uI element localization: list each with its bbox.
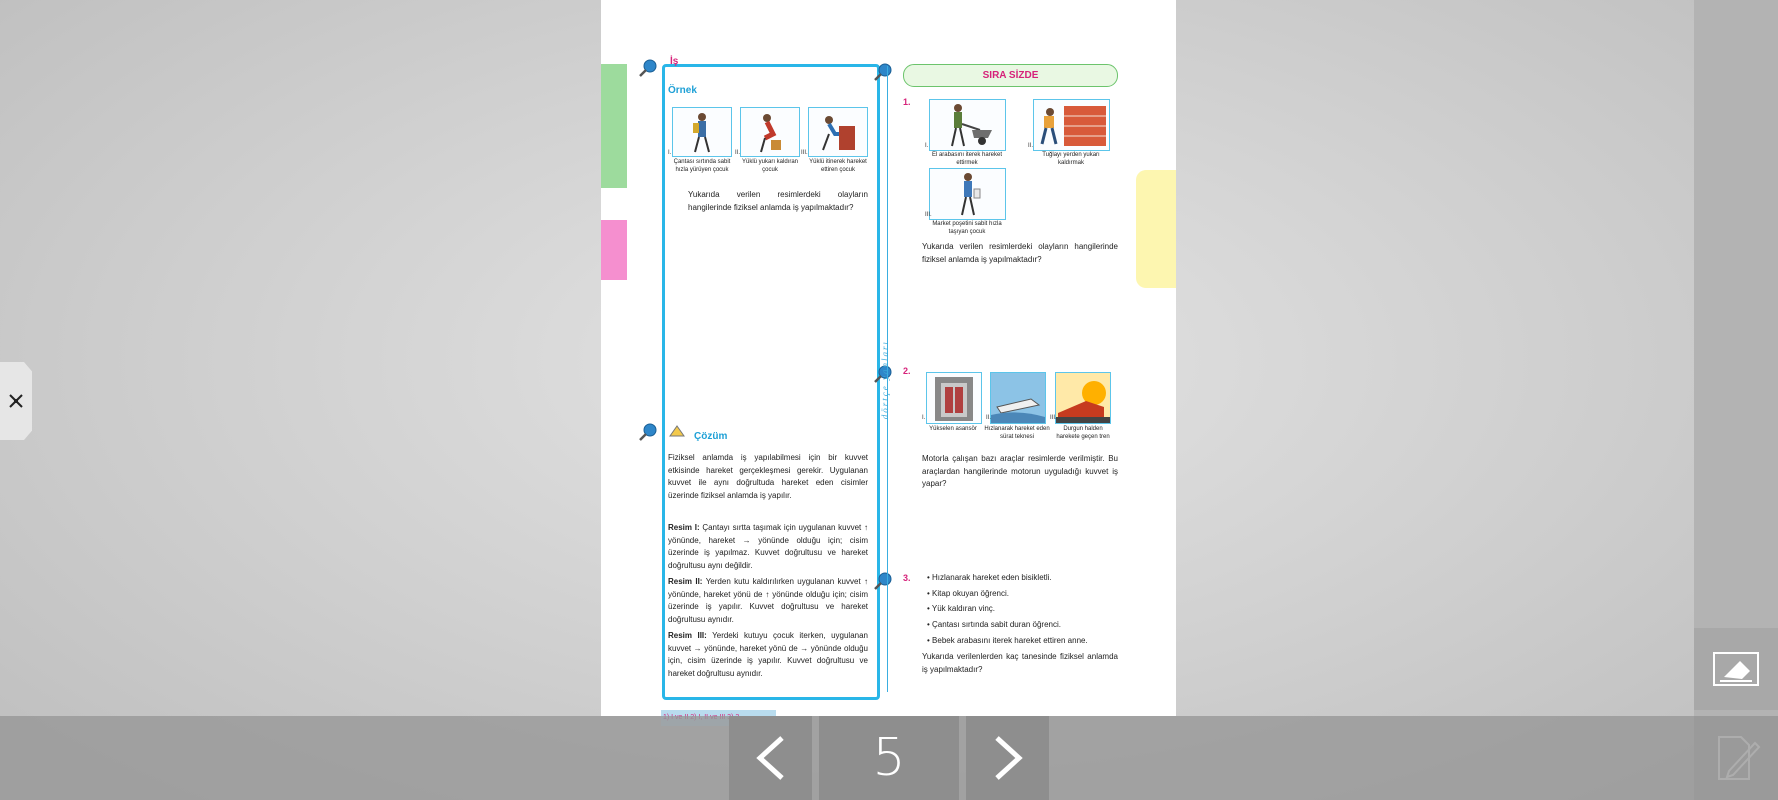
list-item-text: Kitap okuyan öğrenci. xyxy=(932,589,1009,598)
resim-label: Resim III: xyxy=(668,631,707,640)
image-caption: Yükselen asansör xyxy=(929,426,977,432)
example-image-3 xyxy=(808,107,868,157)
list-item: • Hızlanarak hareket eden bisikletli. xyxy=(927,573,1052,582)
page-tab-green xyxy=(601,64,627,188)
q1-image-2 xyxy=(1033,99,1110,151)
solution-resim-1 xyxy=(668,522,868,572)
image-roman: III. xyxy=(925,212,932,218)
solution-resim-2 xyxy=(668,576,868,626)
list-item: • Bebek arabasını iterek hareket ettiren anne. xyxy=(927,636,1088,645)
q1-text: Yukarıda verilen resimlerdeki olayların hangilerinde fiziksel anlamda iş yapılmaktadır? xyxy=(922,242,1118,264)
q1-image-3 xyxy=(929,168,1006,220)
section-title: İş xyxy=(670,56,679,67)
list-item: • Yük kaldıran vinç. xyxy=(927,604,996,613)
example-label: Örnek xyxy=(668,85,697,96)
solution-icon xyxy=(668,424,686,438)
image-roman: II. xyxy=(1028,143,1034,149)
zoom-icon[interactable] xyxy=(638,58,658,78)
question-number: 1. xyxy=(903,97,911,107)
q2-image-3 xyxy=(1055,372,1111,424)
example-image-1 xyxy=(672,107,732,157)
list-item-text: Yük kaldıran vinç. xyxy=(931,604,996,613)
image-roman: III. xyxy=(801,150,808,156)
side-tools-tab[interactable] xyxy=(0,362,32,440)
list-item: • Çantası sırtında sabit duran öğrenci. xyxy=(927,620,1061,629)
prev-page-button[interactable] xyxy=(729,716,812,800)
list-item: • Kitap okuyan öğrenci. xyxy=(927,589,1009,598)
q3-text: Yukarıda verilenlerden kaç tanesinde fiziksel anlamda iş yapılmaktadır? xyxy=(922,652,1118,674)
image-caption: Yüklü itinerek hareket ettiren çocuk xyxy=(809,159,867,173)
right-tool-panel xyxy=(1694,0,1778,716)
list-item-text: Çantası sırtında sabit duran öğrenci. xyxy=(932,620,1061,629)
resim-text: Yerdeki kutuyu çocuk iterken, uygulanan kuvvet → yönünde, hareket yönü de → yönünde olduğu için, cisim üzerinde iş yapılır. Kuvvet doğrultusu ve hareket doğrultusu aynıdır. xyxy=(668,631,869,678)
zoom-icon[interactable] xyxy=(873,571,893,591)
image-caption: Market poşetini sabit hızla taşıyan çocuk xyxy=(932,221,1002,235)
image-roman: I. xyxy=(925,143,929,149)
zoom-icon[interactable] xyxy=(873,62,893,82)
image-roman: II. xyxy=(986,415,992,421)
solution-label: Çözüm xyxy=(694,431,728,442)
zoom-icon[interactable] xyxy=(638,422,658,442)
image-caption: Yüklü yukarı kaldıran çocuk xyxy=(741,159,799,173)
resim-text: Çantayı sırtta taşımak için uygulanan kuvvet ↑ yönünde, hareket → yönünde olduğu için; cisim üzerinde iş yapılmaz. Kuvvet doğrultusu ve hareket doğrultusu aynı değildir. xyxy=(668,523,868,570)
chevron-right-icon xyxy=(991,735,1025,781)
resim-label: Resim II: xyxy=(668,577,703,586)
vertical-word: dörtçe yanları xyxy=(880,340,890,420)
image-roman: II. xyxy=(735,150,741,156)
list-item-text: Hızlanarak hareket eden bisikletli. xyxy=(932,573,1052,582)
eraser-icon xyxy=(1712,651,1760,687)
question-number: 3. xyxy=(903,573,911,583)
image-roman: III. xyxy=(1050,415,1057,421)
pen-cross-icon xyxy=(8,393,24,409)
solution-intro: Fiziksel anlamda iş yapılabilmesi için bir kuvvet etkisinde hareket gerçekleşmesi gerekir. Uygulanan kuvvet ile aynı doğrultuda hareket eden cisimler üzerinde fiziksel anlamda iş yapılır. xyxy=(668,453,868,500)
page-number-display[interactable] xyxy=(819,716,959,800)
image-caption: Durgun halden harekete geçen tren xyxy=(1056,426,1110,440)
image-roman: I. xyxy=(922,415,926,421)
solution-resim-3 xyxy=(668,630,868,680)
next-page-button[interactable] xyxy=(966,716,1049,800)
sira-sizde-banner: SIRA SİZDE xyxy=(903,64,1118,87)
eraser-button[interactable] xyxy=(1694,628,1778,710)
image-caption: Tuğlayı yerden yukarı kaldırmak xyxy=(1042,152,1100,166)
page-tab-pink xyxy=(601,220,627,280)
q1-image-1 xyxy=(929,99,1006,151)
q2-text: Motorla çalışan bazı araçlar resimlerde verilmiştir. Bu araçlardan hangilerinde motorun uyguladığı kuvvet iş yapar? xyxy=(922,454,1118,488)
resim-label: Resim I: xyxy=(668,523,700,532)
resim-text: Yerden kutu kaldırılırken uygulanan kuvvet ↑ yönünde, hareket yönü de ↑ yönünde olduğu için; cisim üzerinde iş yapılır. Kuvvet doğrultusu ve hareket doğrultusu aynıdır. xyxy=(668,577,869,624)
image-caption: El arabasını iterek hareket ettirmek xyxy=(931,152,1003,166)
page-tab-yellow xyxy=(1136,170,1176,288)
q2-image-1 xyxy=(926,372,982,424)
example-question: Yukarıda verilen resimlerdeki olayların hangilerinde fiziksel anlamda iş yapılmaktadır? xyxy=(688,190,868,212)
q2-image-2 xyxy=(990,372,1046,424)
question-number: 2. xyxy=(903,366,911,376)
example-image-2 xyxy=(740,107,800,157)
page-number: 5 xyxy=(872,728,906,788)
image-caption: Hızlanarak hareket eden sürat teknesi xyxy=(984,426,1050,440)
image-caption: Çantası sırtında sabit hızla yürüyen çocuk xyxy=(673,159,731,173)
list-item-text: Bebek arabasını iterek hareket ettiren anne. xyxy=(932,636,1088,645)
image-roman: I. xyxy=(668,150,672,156)
chevron-left-icon xyxy=(754,735,788,781)
